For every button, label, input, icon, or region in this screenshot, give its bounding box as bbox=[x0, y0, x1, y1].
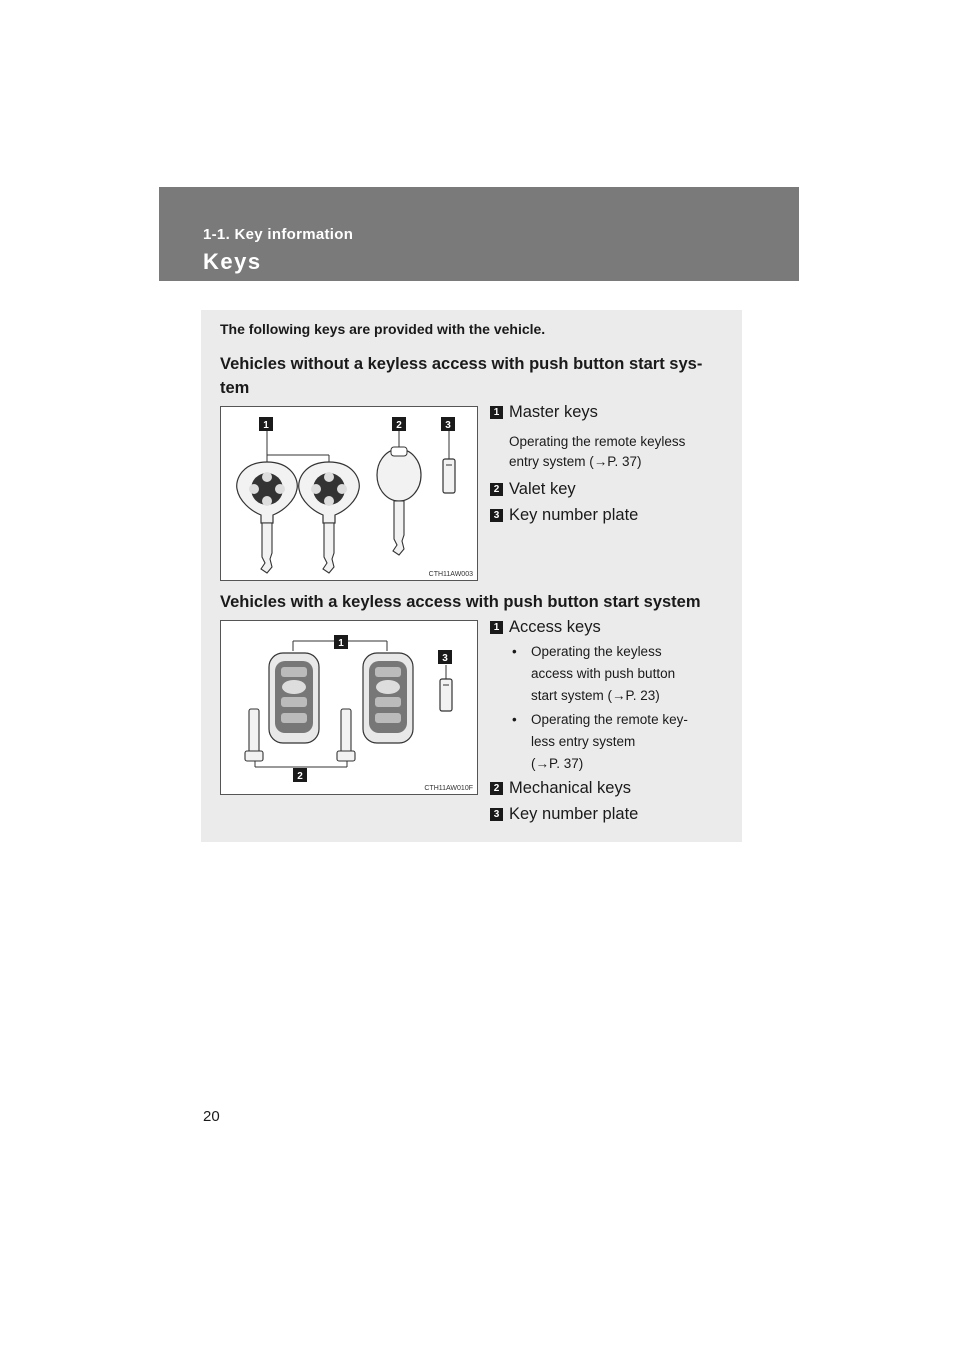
svg-text:3: 3 bbox=[442, 653, 448, 664]
figure-code-b: CTH11AW010F bbox=[424, 785, 473, 792]
number-badge: 2 bbox=[490, 782, 503, 795]
svg-text:1: 1 bbox=[338, 638, 344, 649]
access-key-left bbox=[269, 653, 319, 743]
master-key-left bbox=[237, 462, 298, 573]
intro-text: The following keys are provided with the vehicle. bbox=[220, 321, 546, 337]
section-a-heading bbox=[220, 352, 725, 400]
master-keys-description bbox=[509, 432, 718, 472]
number-badge: 1 bbox=[490, 406, 503, 419]
item-label: Valet key bbox=[509, 480, 576, 498]
mechanical-key-left bbox=[245, 709, 263, 761]
access-keys-illustration bbox=[220, 620, 478, 795]
page-number: 20 bbox=[203, 1108, 220, 1125]
item-label: Access keys bbox=[509, 618, 601, 636]
svg-text:2: 2 bbox=[396, 420, 402, 431]
item-key-number-plate-a bbox=[490, 505, 638, 525]
number-badge: 3 bbox=[490, 808, 503, 821]
callout-3 bbox=[438, 650, 452, 664]
svg-text:1: 1 bbox=[263, 420, 269, 431]
item-label: Mechanical keys bbox=[509, 779, 631, 797]
bullet-line: Operating the keyless bbox=[531, 644, 662, 659]
description-line: Operating the remote keyless bbox=[509, 434, 686, 449]
bullet-line: (→P. 37) bbox=[531, 756, 584, 771]
svg-text:2: 2 bbox=[297, 771, 303, 782]
svg-text:3: 3 bbox=[445, 420, 451, 431]
section-a-heading-line2: tem bbox=[220, 379, 250, 397]
item-label: Key number plate bbox=[509, 506, 639, 524]
key-number-plate bbox=[440, 679, 452, 711]
figure-code-a: CTH11AW003 bbox=[428, 571, 473, 578]
bullet-line: access with push button bbox=[531, 666, 676, 681]
bullet-dot: • bbox=[512, 712, 517, 727]
callout-1 bbox=[259, 417, 273, 431]
callout-2 bbox=[293, 768, 307, 782]
section-label: 1-1. Key information bbox=[203, 226, 354, 243]
section-b-heading: Vehicles with a keyless access with push button start system bbox=[220, 593, 701, 611]
key-number-plate bbox=[443, 459, 455, 493]
item-label: Master keys bbox=[509, 403, 598, 421]
callout-3 bbox=[441, 417, 455, 431]
bullet-dot: • bbox=[512, 644, 517, 659]
item-label: Key number plate bbox=[509, 805, 639, 823]
bullet-line: less entry system bbox=[531, 734, 636, 749]
bullet-line: Operating the remote key- bbox=[531, 712, 688, 727]
item-key-number-plate-b bbox=[490, 804, 638, 824]
section-a-heading-line1: Vehicles without a keyless access with push button start sys- bbox=[220, 355, 703, 373]
number-badge: 3 bbox=[490, 509, 503, 522]
valet-key bbox=[377, 447, 421, 555]
mechanical-key-right bbox=[337, 709, 355, 761]
bullet-keyless-access bbox=[512, 641, 718, 707]
access-key-right bbox=[363, 653, 413, 743]
bullet-remote-keyless bbox=[512, 709, 718, 775]
description-line: entry system (→P. 37) bbox=[509, 454, 642, 469]
bullet-line: start system (→P. 23) bbox=[531, 688, 660, 703]
callout-1 bbox=[334, 635, 348, 649]
number-badge: 1 bbox=[490, 621, 503, 634]
page-title: Keys bbox=[203, 249, 262, 274]
item-access-keys bbox=[490, 617, 601, 637]
number-badge: 2 bbox=[490, 483, 503, 496]
item-valet-key bbox=[490, 479, 576, 499]
item-mechanical-keys bbox=[490, 778, 631, 798]
master-keys-illustration bbox=[220, 406, 478, 581]
item-master-keys bbox=[490, 402, 598, 422]
master-key-right bbox=[299, 462, 360, 573]
callout-2 bbox=[392, 417, 406, 431]
